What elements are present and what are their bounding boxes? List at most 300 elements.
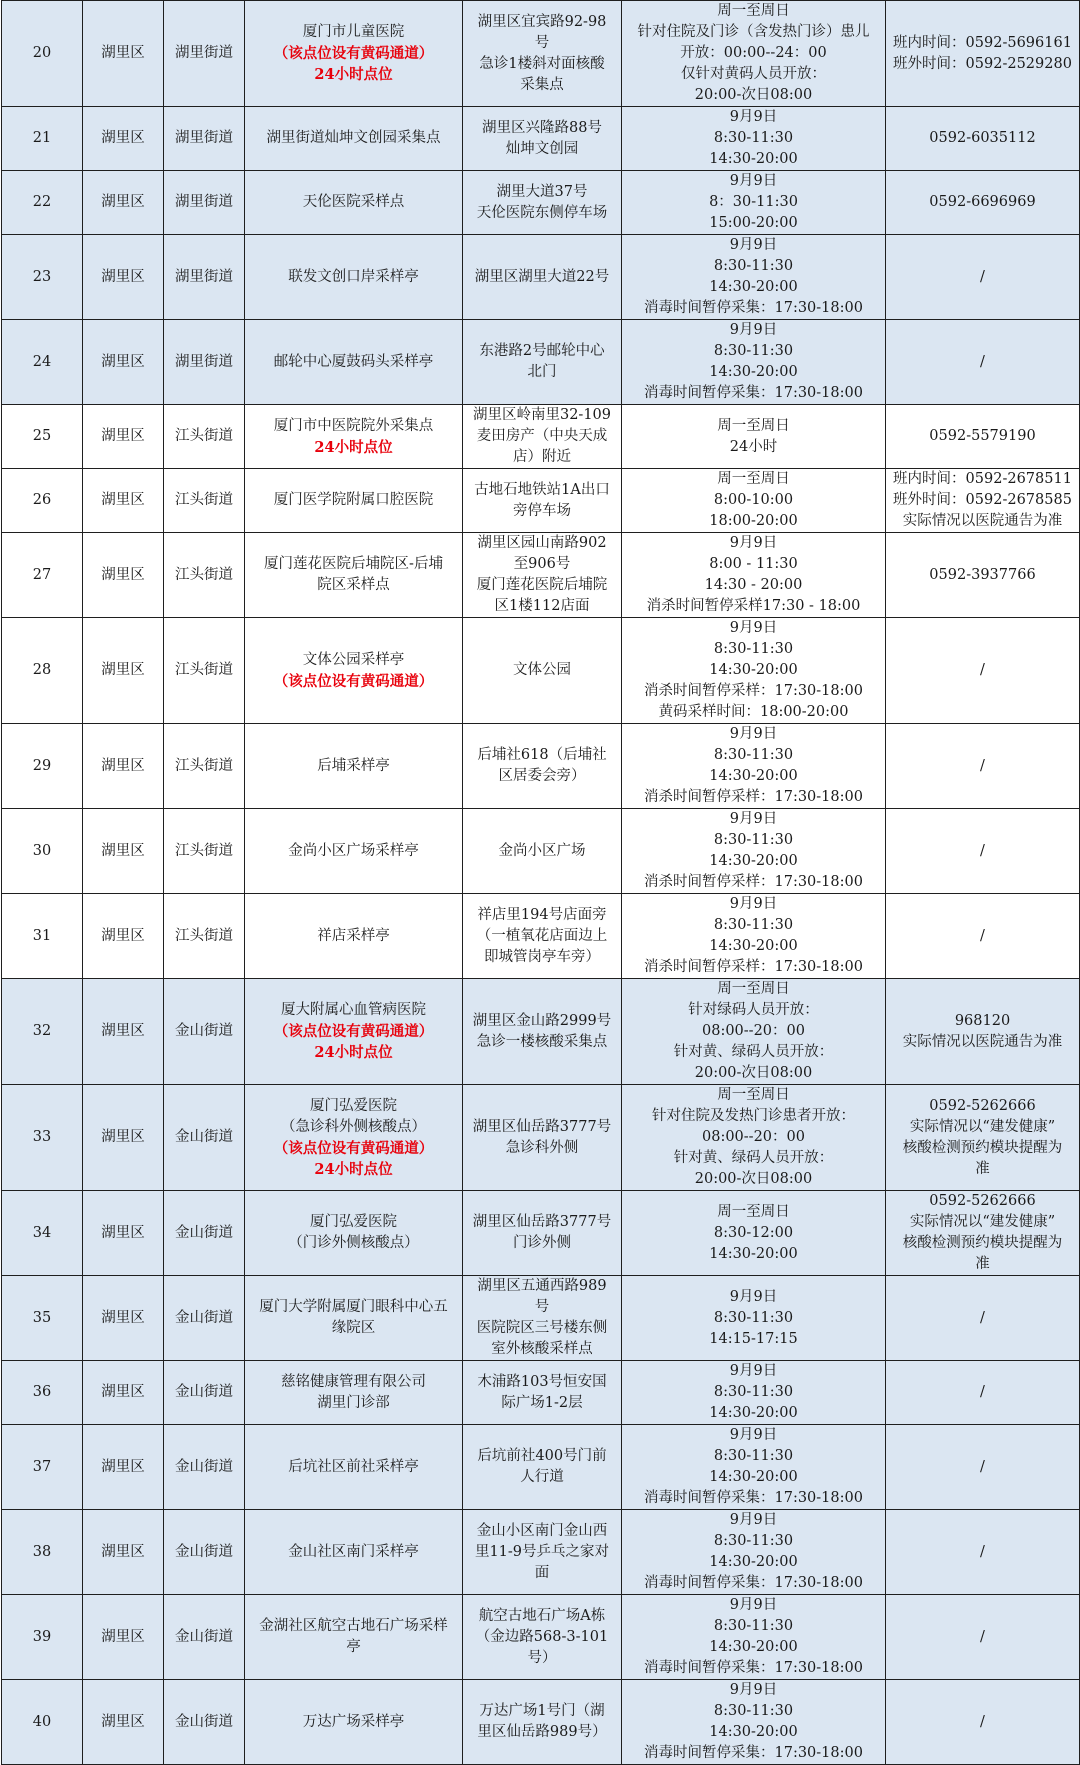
table-row [2,979,1080,1085]
street-cell: 江头街道 [164,405,245,469]
phone-cell-line: 0592-5262666 [929,1193,1036,1209]
hours-cell-line: 消毒时间暂停采集：17:30-18:00 [644,1490,863,1506]
district-cell: 湖里区 [83,1361,164,1425]
phone-cell [886,894,1080,979]
phone-cell-line: / [980,1458,985,1475]
district-cell: 湖里区 [83,979,164,1085]
hours-cell [622,171,886,235]
table-row [2,1510,1080,1595]
address-cell-line: 急诊一楼核酸采集点 [476,1033,608,1050]
site-name-cell-line: 厦门市儿童医院 [302,24,405,40]
street-cell: 湖里街道 [164,1,245,107]
phone-cell-line: 班外时间：0592-2678585 [893,492,1072,508]
hours-cell-line: 消毒时间暂停采集：17:30-18:00 [644,385,863,401]
site-name-cell [245,533,463,618]
row-number: 33 [2,1085,83,1191]
row-number: 25 [2,405,83,469]
hours-cell-line: 8:30-11:30 [713,641,794,657]
hours-cell-line: 消杀时间暂停采样17:30 - 18:00 [646,598,861,614]
hours-cell-line: 消毒时间暂停采集：17:30-18:00 [644,1745,863,1761]
site-name-cell [245,107,463,171]
site-name-cell-line: 缘院区 [331,1320,376,1336]
address-cell-line: 湖里大道37号 [496,183,588,200]
address-cell [463,1680,622,1765]
address-cell [463,1,622,107]
hours-cell [622,1276,886,1361]
phone-cell-line: / [980,1713,985,1730]
hours-cell-line: 14:30-20:00 [709,1554,798,1570]
hours-cell-line: 消毒时间暂停采集：17:30-18:00 [644,1575,863,1591]
address-cell [463,1510,622,1595]
site-name-cell-line: （该点位设有黄码通道） [273,672,434,690]
district-cell: 湖里区 [83,1510,164,1595]
phone-cell [886,1,1080,107]
address-cell-line: 区1楼112店面 [494,598,590,614]
hours-cell-line: 8:30-11:30 [713,1533,794,1549]
table-row [2,171,1080,235]
address-cell-line: 灿坤文创园 [505,140,579,157]
address-cell-line: 湖里区仙岳路3777号 [472,1214,612,1230]
hours-cell [622,107,886,171]
address-cell [463,724,622,809]
address-cell-line: 际广场1-2层 [501,1394,583,1411]
hours-cell-line: 14:30-20:00 [709,364,798,380]
row-number: 39 [2,1595,83,1680]
address-cell [463,809,622,894]
row-number: 31 [2,894,83,979]
district-cell: 湖里区 [83,1595,164,1680]
phone-cell-line: 0592-3937766 [929,566,1036,583]
phone-cell-line: / [980,1309,985,1326]
row-number: 23 [2,235,83,320]
hours-cell [622,1510,886,1595]
hours-cell [622,894,886,979]
phone-cell [886,1085,1080,1191]
address-cell [463,405,622,469]
site-name-cell-line: 文体公园采样亭 [302,651,405,668]
hours-cell-line: 9月9日 [729,1427,778,1443]
address-cell-line: （一植氧花店面边上 [476,927,608,944]
site-name-cell [245,1510,463,1595]
hours-cell [622,405,886,469]
address-cell-line: 号） [527,1649,557,1666]
address-cell [463,1595,622,1680]
site-name-cell [245,405,463,469]
site-name-cell [245,1276,463,1361]
hours-cell-line: 针对绿码人员开放： [688,1002,819,1018]
site-name-cell-line: 厦门大学附属厦门眼科中心五 [259,1299,448,1315]
phone-cell [886,405,1080,469]
table-row [2,1595,1080,1680]
street-cell: 江头街道 [164,533,245,618]
hours-cell-line: 9月9日 [729,535,778,551]
hours-cell-line: 周一至周日 [717,1087,790,1103]
row-number: 34 [2,1191,83,1276]
address-cell-line: 号 [534,1299,550,1315]
phone-cell [886,533,1080,618]
address-cell-line: 湖里区金山路2999号 [472,1012,612,1029]
hours-cell-line: 14:30-20:00 [709,768,798,784]
site-name-cell [245,1,463,107]
phone-cell [886,1510,1080,1595]
address-cell-line: 古地石地铁站1A出口 [474,481,610,498]
phone-cell-line: / [980,757,985,774]
street-cell: 湖里街道 [164,235,245,320]
address-cell-line: 天伦医院东侧停车场 [476,204,608,221]
phone-cell-line: 班外时间：0592-2529280 [893,55,1072,72]
address-cell [463,469,622,533]
address-cell-line: 湖里区岭南里32-109 [472,407,612,423]
district-cell: 湖里区 [83,894,164,979]
district-cell: 湖里区 [83,107,164,171]
table-row [2,533,1080,618]
district-cell: 湖里区 [83,320,164,405]
site-name-cell-line: 亭 [346,1639,361,1655]
site-name-cell-line: 厦门市中医院院外采集点 [273,417,434,434]
phone-cell-line: / [980,1543,985,1560]
phone-cell-line: / [980,842,985,859]
row-number: 30 [2,809,83,894]
hours-cell-line: 8:00 - 11:30 [709,556,798,572]
phone-cell-line: 核酸检测预约模块提醒为 [902,1139,1063,1156]
hours-cell-line: 针对黄、绿码人员开放： [673,1150,834,1166]
site-name-cell-line: 24小时点位 [314,1044,393,1061]
address-cell-line: 文体公园 [513,662,571,678]
address-cell-line: 区居委会旁） [498,768,586,784]
hours-cell-line: 周一至周日 [717,1203,790,1220]
district-cell: 湖里区 [83,1276,164,1361]
street-cell: 湖里街道 [164,107,245,171]
address-cell [463,894,622,979]
phone-cell [886,724,1080,809]
address-cell-line: 金山小区南门金山西 [476,1522,608,1539]
phone-cell [886,320,1080,405]
phone-cell [886,235,1080,320]
site-name-cell-line: 湖里门诊部 [317,1394,390,1411]
hours-cell-line: 9月9日 [729,896,778,912]
hours-cell-line: 20:00-次日08:00 [694,1171,813,1187]
address-cell [463,1425,622,1510]
district-cell: 湖里区 [83,171,164,235]
hours-cell-line: 8:00-10:00 [713,492,794,508]
phone-cell-line: 实际情况以医院通告为准 [902,513,1063,529]
address-cell-line: 湖里区五通西路989 [477,1278,607,1294]
site-name-cell-line: 邮轮中心厦鼓码头采样亭 [273,353,434,370]
district-cell: 湖里区 [83,1680,164,1765]
site-name-cell [245,171,463,235]
district-cell: 湖里区 [83,533,164,618]
site-name-cell-line: 祥店采样亭 [317,927,390,944]
site-name-cell-line: 院区采样点 [317,577,390,593]
row-number: 28 [2,618,83,724]
row-number: 26 [2,469,83,533]
hours-cell-line: 8:30-11:30 [713,1618,794,1634]
address-cell-line: 人行道 [520,1469,564,1485]
phone-cell-line: / [980,662,985,678]
address-cell-line: 万达广场1号门（湖 [479,1703,605,1719]
phone-cell-line: 0592-6696969 [929,194,1036,210]
row-number: 24 [2,320,83,405]
address-cell-line: 至906号 [513,556,571,572]
hours-cell-line: 8:30-11:30 [713,343,794,359]
phone-cell [886,1361,1080,1425]
phone-cell-line: 准 [975,1160,990,1177]
hours-cell [622,1425,886,1510]
hours-cell-line: 9月9日 [729,620,778,636]
hours-cell-line: 8:30-11:30 [713,832,794,848]
hours-cell-line: 14:15-17:15 [709,1330,798,1347]
row-number: 38 [2,1510,83,1595]
hours-cell-line: 针对住院及门诊（含发热门诊）患儿 [637,24,870,40]
phone-cell-line: / [980,1628,985,1645]
district-cell: 湖里区 [83,1,164,107]
phone-cell-line: 实际情况以“建发健康” [909,1214,1056,1230]
hours-cell-line: 消毒时间暂停采集：17:30-18:00 [644,1660,863,1676]
site-name-cell-line: （该点位设有黄码通道） [273,1139,434,1157]
hours-cell [622,618,886,724]
hours-cell-line: 14:30-20:00 [709,662,798,678]
hours-cell [622,724,886,809]
hours-cell-line: 8:30-11:30 [713,258,794,274]
site-name-cell-line: 24小时点位 [314,438,393,456]
hours-cell-line: 14:30-20:00 [709,1469,798,1485]
address-cell-line: 麦田房产（中央天成 [476,428,608,444]
address-cell-line: 门诊外侧 [513,1235,571,1251]
hours-cell [622,1361,886,1425]
site-name-cell-line: 金尚小区广场采样亭 [288,842,419,859]
hours-cell-line: 消杀时间暂停采样：17:30-18:00 [644,959,863,975]
address-cell-line: 急诊科外侧 [505,1139,579,1156]
site-name-cell-line: 后埔采样亭 [317,757,390,774]
hours-cell-line: 14:30-20:00 [709,1639,798,1655]
site-name-cell-line: （该点位设有黄码通道） [273,1023,434,1040]
site-name-cell-line: 24小时点位 [314,1160,393,1178]
hours-cell-line: 20:00-次日08:00 [694,1065,813,1081]
street-cell: 江头街道 [164,724,245,809]
phone-cell [886,171,1080,235]
hours-cell-line: 9月9日 [729,322,778,338]
phone-cell-line: / [980,1384,985,1400]
hours-cell-line: 消毒时间暂停采集：17:30-18:00 [644,300,863,316]
hours-cell-line: 开放：00:00--24：00 [680,45,827,61]
district-cell: 湖里区 [83,1085,164,1191]
hours-cell-line: 14:30-20:00 [709,151,798,167]
hours-cell-line: 黄码采样时间：18:00-20:00 [658,704,849,720]
table-row [2,405,1080,469]
hours-cell-line: 14:30-20:00 [709,1245,798,1262]
hours-cell-line: 仅针对黄码人员开放： [681,66,826,82]
street-cell: 金山街道 [164,1510,245,1595]
table-row [2,235,1080,320]
address-cell [463,1276,622,1361]
phone-cell [886,1276,1080,1361]
table-row [2,469,1080,533]
row-number: 22 [2,171,83,235]
street-cell: 湖里街道 [164,320,245,405]
site-name-cell [245,618,463,724]
table-row [2,1,1080,107]
district-cell: 湖里区 [83,1425,164,1510]
phone-cell [886,1595,1080,1680]
district-cell: 湖里区 [83,809,164,894]
table-row [2,894,1080,979]
address-cell-line: 后埔社618（后埔社 [477,747,607,763]
address-cell-line: 湖里区园山南路902 [477,535,607,551]
hours-cell-line: 14:30 - 20:00 [704,577,803,593]
row-number: 29 [2,724,83,809]
phone-cell-line: 准 [975,1256,990,1272]
hours-cell-line: 消杀时间暂停采样：17:30-18:00 [644,874,863,890]
address-cell [463,320,622,405]
hours-cell-line: 14:30-20:00 [709,1405,798,1421]
hours-cell [622,533,886,618]
street-cell: 金山街道 [164,1680,245,1765]
row-number: 35 [2,1276,83,1361]
hours-cell-line: 9月9日 [729,811,778,827]
hours-cell-line: 9月9日 [729,237,778,253]
table-row [2,1425,1080,1510]
hours-cell-line: 20:00-次日08:00 [694,87,813,103]
phone-cell [886,107,1080,171]
street-cell: 江头街道 [164,469,245,533]
row-number: 36 [2,1361,83,1425]
hours-cell-line: 8:30-11:30 [713,747,794,763]
address-cell [463,171,622,235]
address-cell [463,1191,622,1276]
hours-cell-line: 8:30-11:30 [713,1384,794,1400]
row-number: 21 [2,107,83,171]
table-row [2,107,1080,171]
hours-cell [622,1191,886,1276]
site-name-cell-line: 金山社区南门采样亭 [288,1543,419,1560]
address-cell-line: 湖里区仙岳路3777号 [472,1118,612,1135]
hours-cell-line: 14:30-20:00 [709,1724,798,1740]
phone-cell [886,1425,1080,1510]
address-cell-line: 店）附近 [513,449,571,465]
hours-cell-line: 针对黄、绿码人员开放： [673,1044,834,1060]
hours-cell-line: 消杀时间暂停采样：17:30-18:00 [644,683,863,699]
address-cell [463,1361,622,1425]
hours-cell-line: 8:30-11:30 [713,917,794,933]
site-name-cell [245,1191,463,1276]
site-name-cell-line: 厦门弘爱医院 [310,1097,397,1114]
site-name-cell-line: 后坑社区前社采样亭 [288,1458,419,1475]
address-cell [463,235,622,320]
phone-cell [886,1680,1080,1765]
hours-cell-line: 9月9日 [729,1363,778,1379]
hours-cell-line: 9月9日 [729,1597,778,1613]
hours-cell-line: 24小时 [729,438,778,455]
table-row [2,320,1080,405]
hours-cell-line: 8:30-11:30 [713,1703,794,1719]
site-name-cell [245,320,463,405]
district-cell: 湖里区 [83,1191,164,1276]
hours-cell-line: 周一至周日 [717,981,790,997]
site-name-cell-line: 联发文创口岸采样亭 [288,268,419,285]
phone-cell [886,618,1080,724]
row-number: 27 [2,533,83,618]
address-cell-line: 祥店里194号店面旁 [477,906,607,923]
row-number: 37 [2,1425,83,1510]
street-cell: 金山街道 [164,1276,245,1361]
address-cell-line: 厦门莲花医院后埔院 [476,577,608,593]
address-cell-line: 湖里区宜宾路92-98 [477,13,607,30]
site-name-cell [245,1680,463,1765]
street-cell: 金山街道 [164,1191,245,1276]
phone-cell-line: / [980,927,985,944]
table-row [2,724,1080,809]
street-cell: 金山街道 [164,1085,245,1191]
site-name-cell-line: 天伦医院采样点 [302,194,405,210]
hours-cell-line: 9月9日 [729,173,778,189]
site-name-cell-line: 厦大附属心血管病医院 [281,1002,426,1018]
hours-cell [622,1680,886,1765]
phone-cell-line: 班内时间：0592-2678511 [893,471,1072,487]
hours-cell-line: 9月9日 [729,1682,778,1698]
phone-cell-line: / [980,268,985,285]
street-cell: 江头街道 [164,894,245,979]
site-name-cell-line: 厦门弘爱医院 [310,1214,397,1230]
table-row [2,618,1080,724]
phone-cell-line: 0592-6035112 [929,130,1036,146]
address-cell [463,1085,622,1191]
site-name-cell-line: （门诊外侧核酸点） [288,1235,419,1251]
hours-cell-line: 14:30-20:00 [709,853,798,869]
table-row [2,809,1080,894]
address-cell-line: 旁停车场 [513,502,571,519]
address-cell [463,618,622,724]
table-row [2,1191,1080,1276]
hours-cell-line: 08:00--20：00 [702,1129,805,1145]
street-cell: 金山街道 [164,979,245,1085]
hours-cell-line: 9月9日 [729,726,778,742]
site-name-cell-line: 慈铭健康管理有限公司 [281,1373,426,1390]
site-name-cell-line: （急诊科外侧核酸点） [281,1118,426,1135]
testing-sites-table [1,0,1080,1765]
hours-cell [622,809,886,894]
site-name-cell [245,724,463,809]
hours-cell [622,469,886,533]
hours-cell-line: 18:00-20:00 [709,513,798,529]
address-cell-line: 医院院区三号楼东侧 [476,1320,608,1336]
address-cell-line: 号 [534,34,550,51]
phone-cell [886,469,1080,533]
hours-cell [622,1,886,107]
site-name-cell-line: 金湖社区航空古地石广场采样 [259,1618,448,1634]
site-name-cell-line: 万达广场采样亭 [302,1713,405,1730]
phone-cell-line: 实际情况以“建发健康” [909,1118,1056,1135]
hours-cell-line: 14:30-20:00 [709,938,798,954]
hours-cell-line: 9月9日 [729,1512,778,1528]
hours-cell-line: 15:00-20:00 [709,215,798,231]
street-cell: 江头街道 [164,809,245,894]
phone-cell-line: 968120 [954,1012,1011,1029]
hours-cell-line: 针对住院及发热门诊患者开放： [652,1108,855,1124]
site-name-cell [245,1425,463,1510]
address-cell-line: 航空古地石广场A栋 [478,1607,606,1624]
district-cell: 湖里区 [83,405,164,469]
site-name-cell [245,809,463,894]
hours-cell [622,979,886,1085]
address-cell-line: 后坑前社400号门前 [477,1448,607,1464]
street-cell: 江头街道 [164,618,245,724]
street-cell: 金山街道 [164,1361,245,1425]
hours-cell [622,320,886,405]
site-name-cell-line: 厦门医学院附属口腔医院 [273,492,434,508]
street-cell: 湖里街道 [164,171,245,235]
site-name-cell-line: 24小时点位 [314,66,393,83]
table-row [2,1085,1080,1191]
